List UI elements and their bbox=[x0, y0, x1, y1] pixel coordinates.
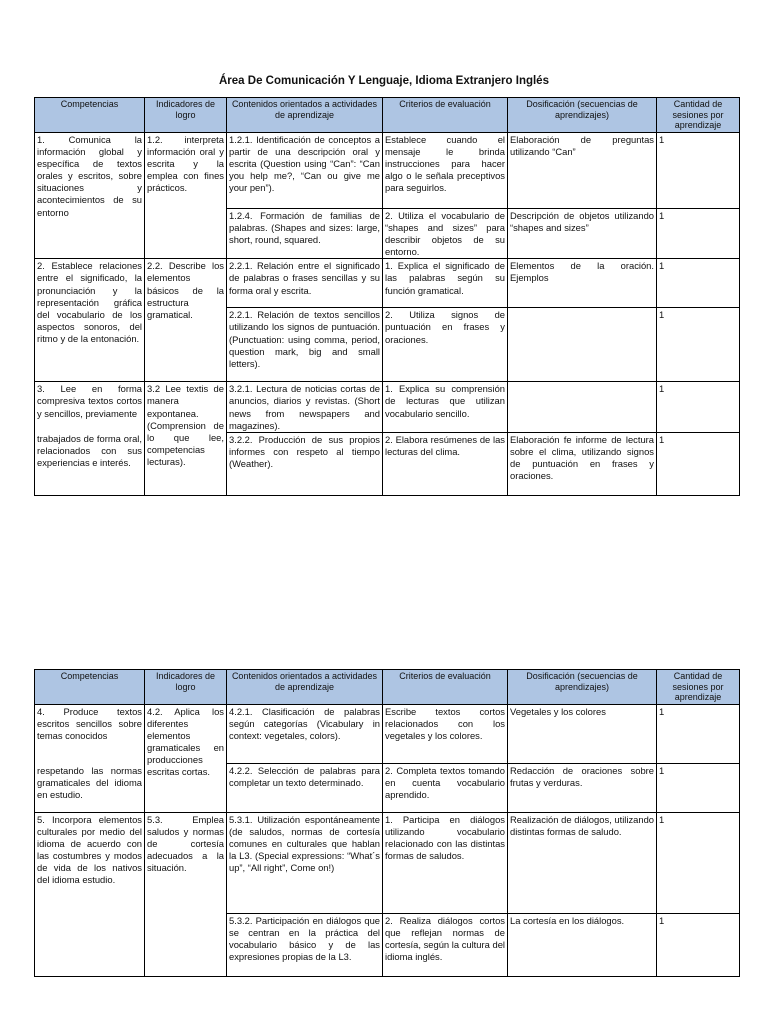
competencia-cell: 4. Produce textos escritos sencillos sobre temas conocidos bbox=[35, 705, 145, 764]
contenido-cell: 1.2.1. Identificación de conceptos a partir de una descripción oral y escrita (Question using “Can”: “Can you help me?, “Can ou give me your pen”). bbox=[227, 133, 383, 209]
criterio-cell: 2. Realiza diálogos cortos que reflejan normas de cortesía, según la cultura del idioma inglés. bbox=[383, 914, 508, 977]
contenido-cell: 4.2.2. Selección de palabras para completar un texto determinado. bbox=[227, 764, 383, 813]
header-criterios: Criterios de evaluación bbox=[383, 670, 508, 705]
cantidad-cell: 1 bbox=[657, 259, 740, 308]
cantidad-cell: 1 bbox=[657, 914, 740, 977]
table-row bbox=[35, 259, 740, 308]
header-dosificacion: Dosificación (secuencias de aprendizajes) bbox=[508, 670, 657, 705]
document-title: Área De Comunicación Y Lenguaje, Idioma Extranjero Inglés bbox=[219, 75, 549, 87]
contenido-cell: 2.2.1. Relación entre el significado de palabras o frases sencillas y su forma oral y escrita. bbox=[227, 259, 383, 308]
contenido-cell: 1.2.4. Formación de familias de palabras. (Shapes and sizes: large, short, round, squared. bbox=[227, 209, 383, 259]
cantidad-cell: 1 bbox=[657, 764, 740, 813]
contenido-cell: 2.2.1. Relación de textos sencillos utilizando los signos de puntuación. (Punctuation: using comma, period, question mark, big and small letters). bbox=[227, 308, 383, 382]
header-dosificacion: Dosificación (secuencias de aprendizajes) bbox=[508, 98, 657, 133]
dosificacion-cell: Elementos de la oración. Ejemplos bbox=[508, 259, 657, 308]
table-row bbox=[35, 705, 740, 764]
criterio-cell: Escribe textos cortos relacionados con los vegetales y los colores. bbox=[383, 705, 508, 764]
criterio-cell: 2. Utiliza signos de puntuación en frases y oraciones. bbox=[383, 308, 508, 382]
cantidad-cell: 1 bbox=[657, 705, 740, 764]
dosificacion-cell: Vegetales y los colores bbox=[508, 705, 657, 764]
table-row bbox=[35, 432, 740, 495]
criterio-cell: Establece cuando el mensaje le brinda instrucciones para hacer algo o le señala preceptivos para seguirlos. bbox=[383, 133, 508, 209]
dosificacion-cell: Elaboración fe informe de lectura sobre el clima, utilizando signos de puntuación en frases y oraciones. bbox=[508, 432, 657, 495]
cantidad-cell: 1 bbox=[657, 209, 740, 259]
contenido-cell: 5.3.1. Utilización espontáneamente (de saludos, normas de cortesía comunes en culturales que hablan la L3. (Special expressions: “What´s up”, “All right”, Come on!) bbox=[227, 813, 383, 914]
contenido-cell: 3.2.1. Lectura de noticias cortas de anuncios, diarios y revistas. (Short news from newspapers and magazines). bbox=[227, 382, 383, 432]
header-competencias: Competencias bbox=[35, 98, 145, 133]
indicador-cell: 5.3. Emplea saludos y normas de cortesía adecuados a la situación. bbox=[145, 813, 227, 977]
indicador-cell: 2.2. Describe los elementos básicos de la estructura gramatical. bbox=[145, 259, 227, 382]
competencia-cell: 2. Establece relaciones entre el significado, la pronunciación y la representación gráfica del vocabulario de los aspectos sonoros, del ritmo y de la entonación. bbox=[35, 259, 145, 382]
criterio-cell: 1. Participa en diálogos utilizando vocabulario relacionado con las distintas formas de saludos. bbox=[383, 813, 508, 914]
dosificacion-cell: Realización de diálogos, utilizando distintas formas de saludo. bbox=[508, 813, 657, 914]
header-indicadores: Indicadores de logro bbox=[145, 98, 227, 133]
criterio-cell: 2. Completa textos tomando en cuenta vocabulario aprendido. bbox=[383, 764, 508, 813]
table-row bbox=[35, 764, 740, 813]
contenido-cell: 3.2.2. Producción de sus propios informes con respeto al tiempo (Weather). bbox=[227, 432, 383, 495]
header-criterios: Criterios de evaluación bbox=[383, 98, 508, 133]
indicador-cell: 4.2. Aplica los diferentes elementos gramaticales en producciones escritas cortas. bbox=[145, 705, 227, 813]
dosificacion-cell: Elaboración de preguntas utilizando “Can” bbox=[508, 133, 657, 209]
competencia-cell: trabajados de forma oral, relacionados con sus experiencias e interés. bbox=[35, 432, 145, 495]
cantidad-cell: 1 bbox=[657, 813, 740, 914]
curriculum-table-2 bbox=[34, 669, 740, 977]
header-cantidad: Cantidad de sesiones por aprendizaje bbox=[657, 670, 740, 705]
dosificacion-cell bbox=[508, 308, 657, 382]
header-cantidad: Cantidad de sesiones por aprendizaje bbox=[657, 98, 740, 133]
header-contenidos: Contenidos orientados a actividades de aprendizaje bbox=[227, 98, 383, 133]
competencia-cell: 3. Lee en forma compresiva textos cortos y sencillos, previamente bbox=[35, 382, 145, 432]
header-competencias: Competencias bbox=[35, 670, 145, 705]
criterio-cell: 2. Elabora resúmenes de las lecturas del clima. bbox=[383, 432, 508, 495]
header-indicadores: Indicadores de logro bbox=[145, 670, 227, 705]
cantidad-cell: 1 bbox=[657, 382, 740, 432]
dosificacion-cell: Descripción de objetos utilizando “shapes and sizes” bbox=[508, 209, 657, 259]
curriculum-table-1 bbox=[34, 97, 740, 496]
dosificacion-cell bbox=[508, 382, 657, 432]
competencia-cell: 5. Incorpora elementos culturales por medio del idioma de acuerdo con las costumbres y modos de vida de los nativos del idioma estudio. bbox=[35, 813, 145, 977]
criterio-cell: 1. Explica el significado de las palabras según su función gramatical. bbox=[383, 259, 508, 308]
contenido-cell: 4.2.1. Clasificación de palabras según categorías (Vicabulary in context: vegetales, colors). bbox=[227, 705, 383, 764]
criterio-cell: 2. Utiliza el vocabulario de “shapes and sizes” para describir objetos de su entorno. bbox=[383, 209, 508, 259]
header-contenidos: Contenidos orientados a actividades de aprendizaje bbox=[227, 670, 383, 705]
dosificacion-cell: Redacción de oraciones sobre frutas y verduras. bbox=[508, 764, 657, 813]
table-header-row bbox=[35, 98, 740, 133]
cantidad-cell: 1 bbox=[657, 432, 740, 495]
indicador-cell: 1.2. interpreta información oral y escrita y la emplea con fines prácticos. bbox=[145, 133, 227, 259]
table-row bbox=[35, 133, 740, 209]
cantidad-cell: 1 bbox=[657, 133, 740, 209]
contenido-cell: 5.3.2. Participación en diálogos que se centran en la práctica del vocabulario básico y de las expresiones propias de la L3. bbox=[227, 914, 383, 977]
table-row bbox=[35, 382, 740, 432]
indicador-cell: 3.2 Lee textis de manera expontanea. (Comprension de lo que lee, competencias lecturas). bbox=[145, 382, 227, 495]
dosificacion-cell: La cortesía en los diálogos. bbox=[508, 914, 657, 977]
table-header-row bbox=[35, 670, 740, 705]
criterio-cell: 1. Explica su comprensión de lecturas que utilizan vocabulario sencillo. bbox=[383, 382, 508, 432]
cantidad-cell: 1 bbox=[657, 308, 740, 382]
table-row bbox=[35, 813, 740, 914]
competencia-cell: 1. Comunica la información global y específica de textos orales y escritos, sobre situaciones y acontecimientos de su entorno bbox=[35, 133, 145, 259]
competencia-cell: respetando las normas gramaticales del idioma en estudio. bbox=[35, 764, 145, 813]
